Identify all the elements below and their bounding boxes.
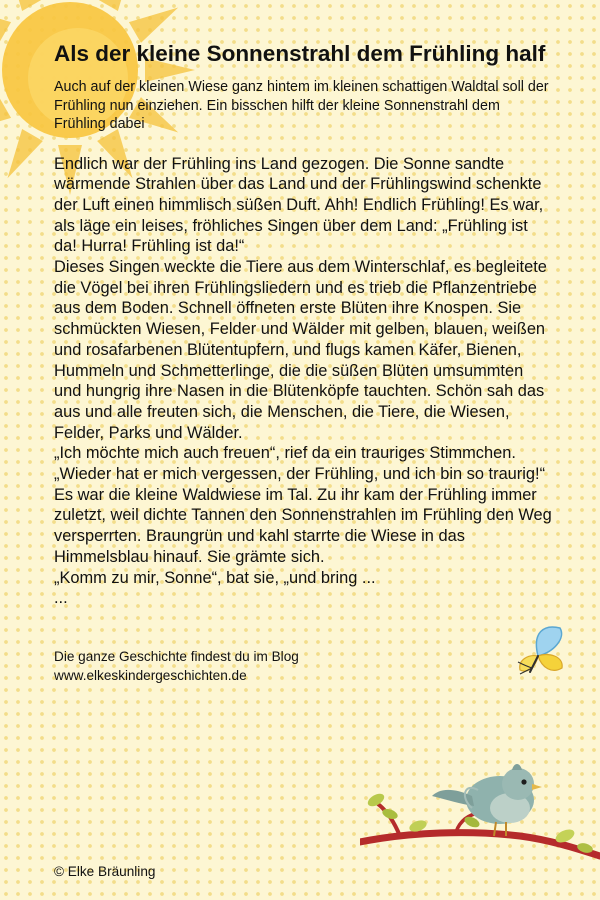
blog-link[interactable]: www.elkeskindergeschichten.de [54,667,247,683]
story-card [54,40,554,685]
story-paragraph: ... [54,589,68,608]
story-text [54,154,554,609]
story-paragraph: Es war die kleine Waldwiese im Tal. Zu ihr kam der Frühling immer zuletzt, weil dichte Tannen den Sonnenstrahlen im Frühling den Weg versperrten. Braungrün und kahl starrte die Wiese in das Himmelsblau hinauf. Sie grämte sich. [54,485,552,566]
copyright-note: © Elke Bräunling [54,864,156,879]
story-paragraph: Dieses Singen weckte die Tiere aus dem Winterschlaf, es begleitete die Vögel bei ihren Frühlingsliedern und es trieb die Pflanzentriebe aus dem Boden. Schnell öffneten erste Blüten ihre Knospen. Sie schmückten Wiesen, Felder und Wälder mit gelben, blauen, weißen und rosafarbenen Blütentupfern, und flugs kamen Käfer, Bienen, Hummeln und Schmetterlinge, die die süßen Blüten umsummten und hungrig ihre Nasen in die Blütenköpfe tauchten. Schön sah das aus und alle freuten sich, die Menschen, die Tiere, die Wiesen, Felder, Parks und Wälder. [54,258,547,442]
story-title: Als der kleine Sonnenstrahl dem Frühling half [54,41,546,66]
story-paragraph: „Komm zu mir, Sonne“, bat sie, „und bring ... [54,568,376,587]
story-paragraph: „Ich möchte mich auch freuen“, rief da ein trauriges Stimmchen. „Wieder hat er mich vergessen, der Frühling, und ich bin so traurig!“ [54,444,546,484]
blog-note: Die ganze Geschichte findest du im Blog [54,648,299,664]
story-subtitle: Auch auf der kleinen Wiese ganz hintem im kleinen schattigen Waldtal soll der Frühling nun einziehen. Ein bisschen hilft der kleine Sonnenstrahl dem Frühling dabei [54,79,549,132]
story-paragraph: Endlich war der Frühling ins Land gezogen. Die Sonne sandte wärmende Strahlen über das Land und der Frühlingswind schenkte der Luft einen himmlisch süßen Duft. Ahh! Endlich Frühling! Es war, als läge ein leises, fröhliches Singen über dem Land: „Frühling ist da! Hurra! Frühling ist da!“ [54,154,544,256]
bird-icon [360,760,600,880]
butterfly-icon [508,622,570,682]
blog-reference [54,647,554,685]
